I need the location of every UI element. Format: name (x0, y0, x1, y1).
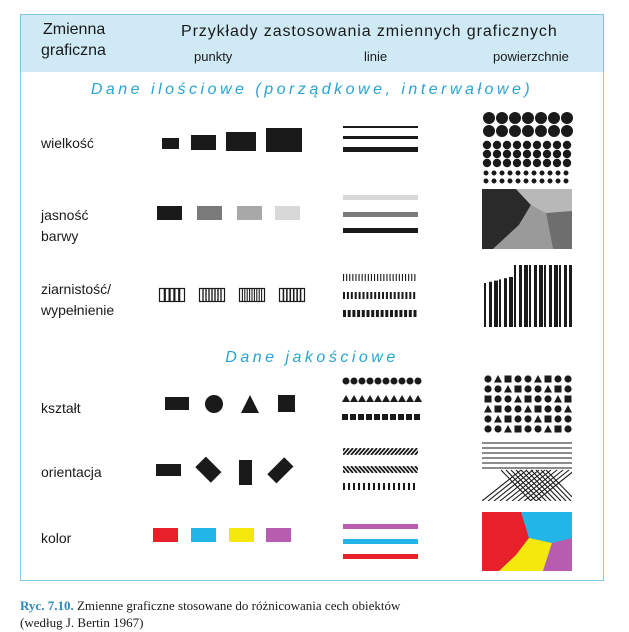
shape-area-circle (494, 425, 501, 432)
shape-area-circle (524, 415, 531, 422)
size-area-dot-medium (513, 159, 521, 167)
color-point-cyan (191, 528, 216, 542)
size-area-dot-small (540, 171, 545, 176)
texture-area-stripe (539, 265, 543, 327)
size-area-dot-small (492, 171, 497, 176)
size-area-dot-medium (483, 159, 491, 167)
row-label-orientation: orientacja (41, 464, 102, 480)
header-col-lines: linie (364, 49, 388, 64)
orientation-line-3-tick (388, 483, 390, 490)
orientation-line-3-tick (398, 483, 400, 490)
texture-line-1-tick (365, 274, 366, 281)
shape-area-circle (514, 375, 521, 382)
shape-area-triangle (554, 395, 562, 403)
texture-area-stripe (494, 281, 498, 343)
shape-line-triangle (350, 395, 358, 402)
size-area-dot-large (548, 112, 560, 124)
texture-area-stripe (534, 265, 537, 327)
shape-area-square (555, 426, 562, 433)
shape-line-square (406, 414, 412, 420)
shape-line-dot (383, 378, 390, 385)
size-area-dot-medium (493, 150, 501, 158)
orientation-line-3-tick (403, 483, 405, 490)
shape-area-square (545, 416, 552, 423)
shape-area-circle (564, 415, 571, 422)
shape-area-circle (544, 405, 551, 412)
shape-line-dot (391, 378, 398, 385)
size-area-dot-medium (493, 159, 501, 167)
row-label-shape: kształt (41, 400, 81, 416)
texture-line-1-tick (393, 274, 394, 281)
texture-line-1-tick (343, 274, 344, 281)
texture-area-stripe (509, 277, 513, 339)
caption-line2: (według J. Bertin 1967) (20, 615, 144, 630)
size-area-dot-small (500, 171, 505, 176)
shape-area-triangle (534, 415, 542, 423)
shape-line-dot (367, 378, 374, 385)
texture-line-3-tick (343, 310, 346, 317)
texture-line-1-tick (362, 274, 363, 281)
size-area-dot-large (496, 125, 508, 137)
size-area-dot-small (500, 179, 505, 184)
orientation-point-vertical (239, 460, 252, 485)
texture-line-2-tick (351, 292, 353, 299)
shape-area-square (505, 376, 512, 383)
shape-area-triangle (544, 425, 552, 433)
shape-line-triangle (414, 395, 422, 402)
shape-area-square (515, 426, 522, 433)
shape-area-circle (524, 425, 531, 432)
shape-line-triangle (406, 395, 414, 402)
size-area-pattern (482, 111, 573, 189)
texture-line-2-tick (394, 292, 396, 299)
value-point-4 (275, 206, 300, 220)
orientation-area (482, 440, 576, 501)
shape-area-triangle (544, 385, 552, 393)
texture-area-stripe (514, 265, 516, 327)
texture-line-2-tick (405, 292, 407, 299)
size-area-dot-medium (563, 141, 571, 149)
size-area-dot-medium (533, 159, 541, 167)
texture-line-1-tick (352, 274, 353, 281)
texture-line-1-tick (355, 274, 356, 281)
orientation-point-diagonal (195, 457, 221, 483)
texture-area-stripe (554, 265, 558, 327)
size-area-dot-large (522, 125, 534, 137)
texture-line-2-tick (374, 292, 376, 299)
texture-line-1-tick (371, 274, 372, 281)
value-area (482, 189, 572, 249)
size-area-dot-large (535, 125, 547, 137)
texture-line-3-tick (381, 310, 384, 317)
shape-line-dot (407, 378, 414, 385)
size-area-dot-small (532, 171, 537, 176)
texture-line-3-tick (409, 310, 412, 317)
size-area-dot-medium (563, 150, 571, 158)
orientation-line-2 (339, 466, 421, 473)
texture-line-1-tick (368, 274, 369, 281)
size-area-dot-medium (493, 141, 501, 149)
shape-area-triangle (484, 405, 492, 413)
shape-area-circle (564, 385, 571, 392)
color-line-cyan (343, 539, 418, 544)
texture-line-2-tick (413, 292, 415, 299)
texture-area-stripe (489, 282, 492, 344)
shape-line-square (390, 414, 396, 420)
size-area-dot-medium (563, 159, 571, 167)
texture-area-stripe (564, 265, 567, 327)
shape-area-circle (564, 375, 571, 382)
caption-label: Ryc. 7.10. (20, 598, 74, 613)
shape-line-dot (359, 378, 366, 385)
caption-text: Zmienne graficzne stosowane do różnicowania cech obiektów (73, 598, 401, 613)
shape-area-circle (484, 425, 491, 432)
size-area-dot-small (516, 171, 521, 176)
value-line-3 (343, 228, 418, 233)
size-area-dot-small (564, 171, 569, 176)
color-area (482, 512, 572, 571)
color-point-red (153, 528, 178, 542)
shape-line-triangle (374, 395, 382, 402)
orientation-line-3-tick (378, 483, 380, 490)
texture-line-2-tick (355, 292, 357, 299)
texture-line-3-tick (362, 310, 365, 317)
size-area-dot-small (564, 179, 569, 184)
shape-line-dot (351, 378, 358, 385)
texture-line-3-tick (348, 310, 351, 317)
shape-area-circle (484, 385, 491, 392)
orientation-line-3-tick (343, 483, 345, 490)
texture-area-stripe (524, 265, 528, 327)
texture-line-2-tick (386, 292, 388, 299)
shape-line-triangle (366, 395, 374, 402)
size-area-dot-medium (513, 150, 521, 158)
color-point-magenta (266, 528, 291, 542)
orientation-line-3-tick (383, 483, 385, 490)
shape-line-triangle (342, 395, 350, 402)
texture-line-1-tick (408, 274, 409, 281)
shape-point-triangle (241, 395, 259, 413)
shape-area-triangle (494, 375, 502, 383)
texture-line-3-tick (390, 310, 393, 317)
size-area-dot-medium (553, 150, 561, 158)
texture-area-stripe (559, 265, 561, 327)
variables-diagram (21, 15, 605, 582)
shape-area-circle (484, 415, 491, 422)
shape-area-square (535, 406, 542, 413)
texture-line-3-tick (399, 310, 402, 317)
shape-point-square (278, 395, 295, 412)
size-area-dot-medium (533, 150, 541, 158)
shape-area-triangle (494, 415, 502, 423)
shape-line-dot (375, 378, 382, 385)
texture-line-1-tick (386, 274, 387, 281)
shape-point-rectangle (165, 397, 189, 410)
figure-caption (20, 597, 620, 631)
shape-area-circle (514, 405, 521, 412)
size-area-dot-medium (503, 141, 511, 149)
shape-area-triangle (514, 395, 522, 403)
texture-area-stripe (569, 265, 573, 327)
texture-line-1-tick (396, 274, 397, 281)
size-area-dot-medium (523, 150, 531, 158)
orientation-line-3-tick (393, 483, 395, 490)
value-line-2 (343, 212, 418, 217)
shape-area-square (485, 396, 492, 403)
texture-line-3-tick (385, 310, 388, 317)
size-area-dot-medium (543, 150, 551, 158)
shape-area-circle (524, 375, 531, 382)
texture-line-2-tick (382, 292, 384, 299)
shape-area-circle (504, 395, 511, 402)
texture-line-2-tick (343, 292, 345, 299)
texture-line-1-tick (399, 274, 400, 281)
size-area-dot-small (524, 171, 529, 176)
size-area-dot-large (496, 112, 508, 124)
shape-area-square (495, 406, 502, 413)
orientation-line-3-tick (408, 483, 410, 490)
texture-line-2-tick (390, 292, 392, 299)
size-area-dot-small (556, 171, 561, 176)
header-title: Przykłady zastosowania zmiennych graficznych (181, 23, 558, 40)
texture-line-2-tick (359, 292, 361, 299)
shape-area-circle (514, 415, 521, 422)
size-line-3 (343, 147, 418, 152)
size-area-dot-medium (553, 141, 561, 149)
texture-point-1-box (160, 289, 185, 302)
orientation-line-3-tick (373, 483, 375, 490)
size-area-dot-small (532, 179, 537, 184)
size-point-2 (191, 135, 216, 150)
size-point-3 (226, 132, 256, 151)
shape-area-triangle (534, 375, 542, 383)
texture-line-2-tick (363, 292, 365, 299)
value-line-1 (343, 195, 418, 200)
size-area-dot-medium (513, 141, 521, 149)
size-area-dot-large (522, 112, 534, 124)
texture-line-1-tick (380, 274, 381, 281)
texture-line-1-tick (383, 274, 384, 281)
size-area-dot-medium (543, 141, 551, 149)
texture-line-2-tick (366, 292, 368, 299)
texture-line-2-tick (409, 292, 411, 299)
texture-line-3-tick (367, 310, 370, 317)
size-area-dot-small (508, 171, 513, 176)
texture-line-2-tick (378, 292, 380, 299)
size-area-dot-small (548, 171, 553, 176)
texture-line-1-tick (405, 274, 406, 281)
orientation-line-3-tick (413, 483, 415, 490)
shape-line-square (398, 414, 404, 420)
shape-line-square (382, 414, 388, 420)
size-area-dot-small (556, 179, 561, 184)
texture-line-1-tick (411, 274, 412, 281)
value-point-3 (237, 206, 262, 220)
shape-area-circle (544, 395, 551, 402)
orientation-line-3-tick (363, 483, 365, 490)
size-area-dot-large (509, 112, 521, 124)
texture-line-2-tick (398, 292, 400, 299)
shape-line-square (366, 414, 372, 420)
texture-line-2-tick (347, 292, 349, 299)
size-line-1 (343, 126, 418, 128)
header-col1-line1: Zmienna (43, 21, 106, 38)
shape-area-square (525, 396, 532, 403)
size-area-dot-large (548, 125, 560, 137)
texture-line-1-tick (377, 274, 378, 281)
shape-line-triangle (390, 395, 398, 402)
texture-line-1-tick (390, 274, 391, 281)
shape-area-circle (484, 375, 491, 382)
texture-line-1-tick (349, 274, 350, 281)
shape-area-circle (524, 385, 531, 392)
orientation-line-3-tick (353, 483, 355, 490)
texture-line-3-tick (371, 310, 374, 317)
shape-area-circle (534, 395, 541, 402)
shape-line-dot (343, 378, 350, 385)
size-area-dot-medium (523, 141, 531, 149)
size-area-dot-small (540, 179, 545, 184)
orientation-line-3-tick (358, 483, 360, 490)
texture-line-3-tick (404, 310, 407, 317)
row-label-color: kolor (41, 530, 72, 546)
size-area-dot-large (509, 125, 521, 137)
shape-area-triangle (504, 425, 512, 433)
texture-line-1-tick (346, 274, 347, 281)
texture-line-3-tick (414, 310, 417, 317)
section-title-qualitative: Dane jakościowe (225, 349, 399, 366)
shape-area-circle (554, 405, 561, 412)
shape-area-circle (534, 425, 541, 432)
texture-line-1-tick (414, 274, 415, 281)
size-area-dot-medium (533, 141, 541, 149)
texture-line-1-tick (374, 274, 375, 281)
shape-area (484, 375, 572, 433)
shape-line-square (414, 414, 420, 420)
value-point-1 (157, 206, 182, 220)
shape-area-circle (564, 425, 571, 432)
figure-frame (20, 14, 604, 581)
shape-area-triangle (524, 405, 532, 413)
orientation-point-antidiagonal (267, 457, 293, 483)
shape-line-triangle (382, 395, 390, 402)
shape-area-triangle (504, 385, 512, 393)
header-col-points: punkty (194, 49, 233, 64)
shape-line-square (374, 414, 380, 420)
color-line-magenta (343, 524, 418, 529)
size-point-1 (162, 138, 179, 149)
shape-area-square (505, 416, 512, 423)
shape-area-circle (554, 415, 561, 422)
size-area-dot-medium (503, 159, 511, 167)
row-label-value: jasność barwy (41, 207, 89, 244)
header-col1-line2: graficzna (41, 42, 106, 59)
shape-area-square (545, 376, 552, 383)
shape-area-circle (494, 395, 501, 402)
shape-line-dot (415, 378, 422, 385)
size-area-dot-small (548, 179, 553, 184)
texture-area (482, 265, 573, 345)
row-label-size: wielkość (41, 135, 94, 151)
texture-line-2-tick (370, 292, 372, 299)
size-area-dot-medium (483, 150, 491, 158)
shape-area-circle (504, 405, 511, 412)
size-area-dot-large (561, 125, 573, 137)
shape-line-square (342, 414, 348, 420)
shape-line-triangle (358, 395, 366, 402)
row-label-texture: ziarnistość/ wypełnienie (41, 281, 115, 318)
size-area-dot-medium (543, 159, 551, 167)
texture-area-stripe (529, 265, 531, 327)
texture-line-1-tick (402, 274, 403, 281)
shape-point-circle (205, 395, 223, 413)
value-point-2 (197, 206, 222, 220)
shape-area-circle (534, 385, 541, 392)
orientation-line-3-tick (368, 483, 370, 490)
orientation-point-horizontal (156, 464, 181, 476)
color-line-red (343, 554, 418, 559)
texture-area-stripe (544, 265, 546, 327)
texture-area-stripe (519, 265, 522, 327)
texture-line-1-tick (359, 274, 360, 281)
size-area-dot-small (516, 179, 521, 184)
size-area-dot-large (561, 112, 573, 124)
shape-area-square (515, 386, 522, 393)
size-area-dot-small (524, 179, 529, 184)
size-area-dot-small (484, 179, 489, 184)
shape-area-square (555, 386, 562, 393)
shape-line-square (358, 414, 364, 420)
texture-line-3-tick (352, 310, 355, 317)
size-area-dot-large (483, 112, 495, 124)
texture-line-3-tick (395, 310, 398, 317)
size-area-dot-large (535, 112, 547, 124)
texture-area-stripe (549, 265, 552, 327)
texture-line-3-tick (376, 310, 379, 317)
texture-line-3-tick (357, 310, 360, 317)
shape-line-square (350, 414, 356, 420)
color-point-yellow (229, 528, 254, 542)
size-area-dot-small (484, 171, 489, 176)
texture-area-stripe (499, 279, 501, 341)
header-col-areas: powierzchnie (493, 49, 569, 64)
size-line-2 (343, 136, 418, 139)
shape-area-triangle (564, 405, 572, 413)
size-area-dot-medium (503, 150, 511, 158)
size-area-dot-medium (483, 141, 491, 149)
texture-area-stripe (484, 283, 486, 345)
size-area-dot-medium (523, 159, 531, 167)
shape-area-circle (554, 375, 561, 382)
size-area-dot-small (508, 179, 513, 184)
shape-line-triangle (398, 395, 406, 402)
texture-line-2-tick (402, 292, 404, 299)
size-area-dot-large (483, 125, 495, 137)
size-area-dot-medium (553, 159, 561, 167)
size-point-4 (266, 128, 302, 152)
shape-line-dot (399, 378, 406, 385)
orientation-line-3-tick (348, 483, 350, 490)
orientation-line-1 (339, 448, 421, 455)
shape-area-circle (494, 385, 501, 392)
texture-area-stripe (504, 278, 507, 340)
shape-area-square (565, 396, 572, 403)
size-area-dot-small (492, 179, 497, 184)
section-title-quantitative: Dane ilościowe (porządkowe, interwałowe) (90, 81, 534, 98)
